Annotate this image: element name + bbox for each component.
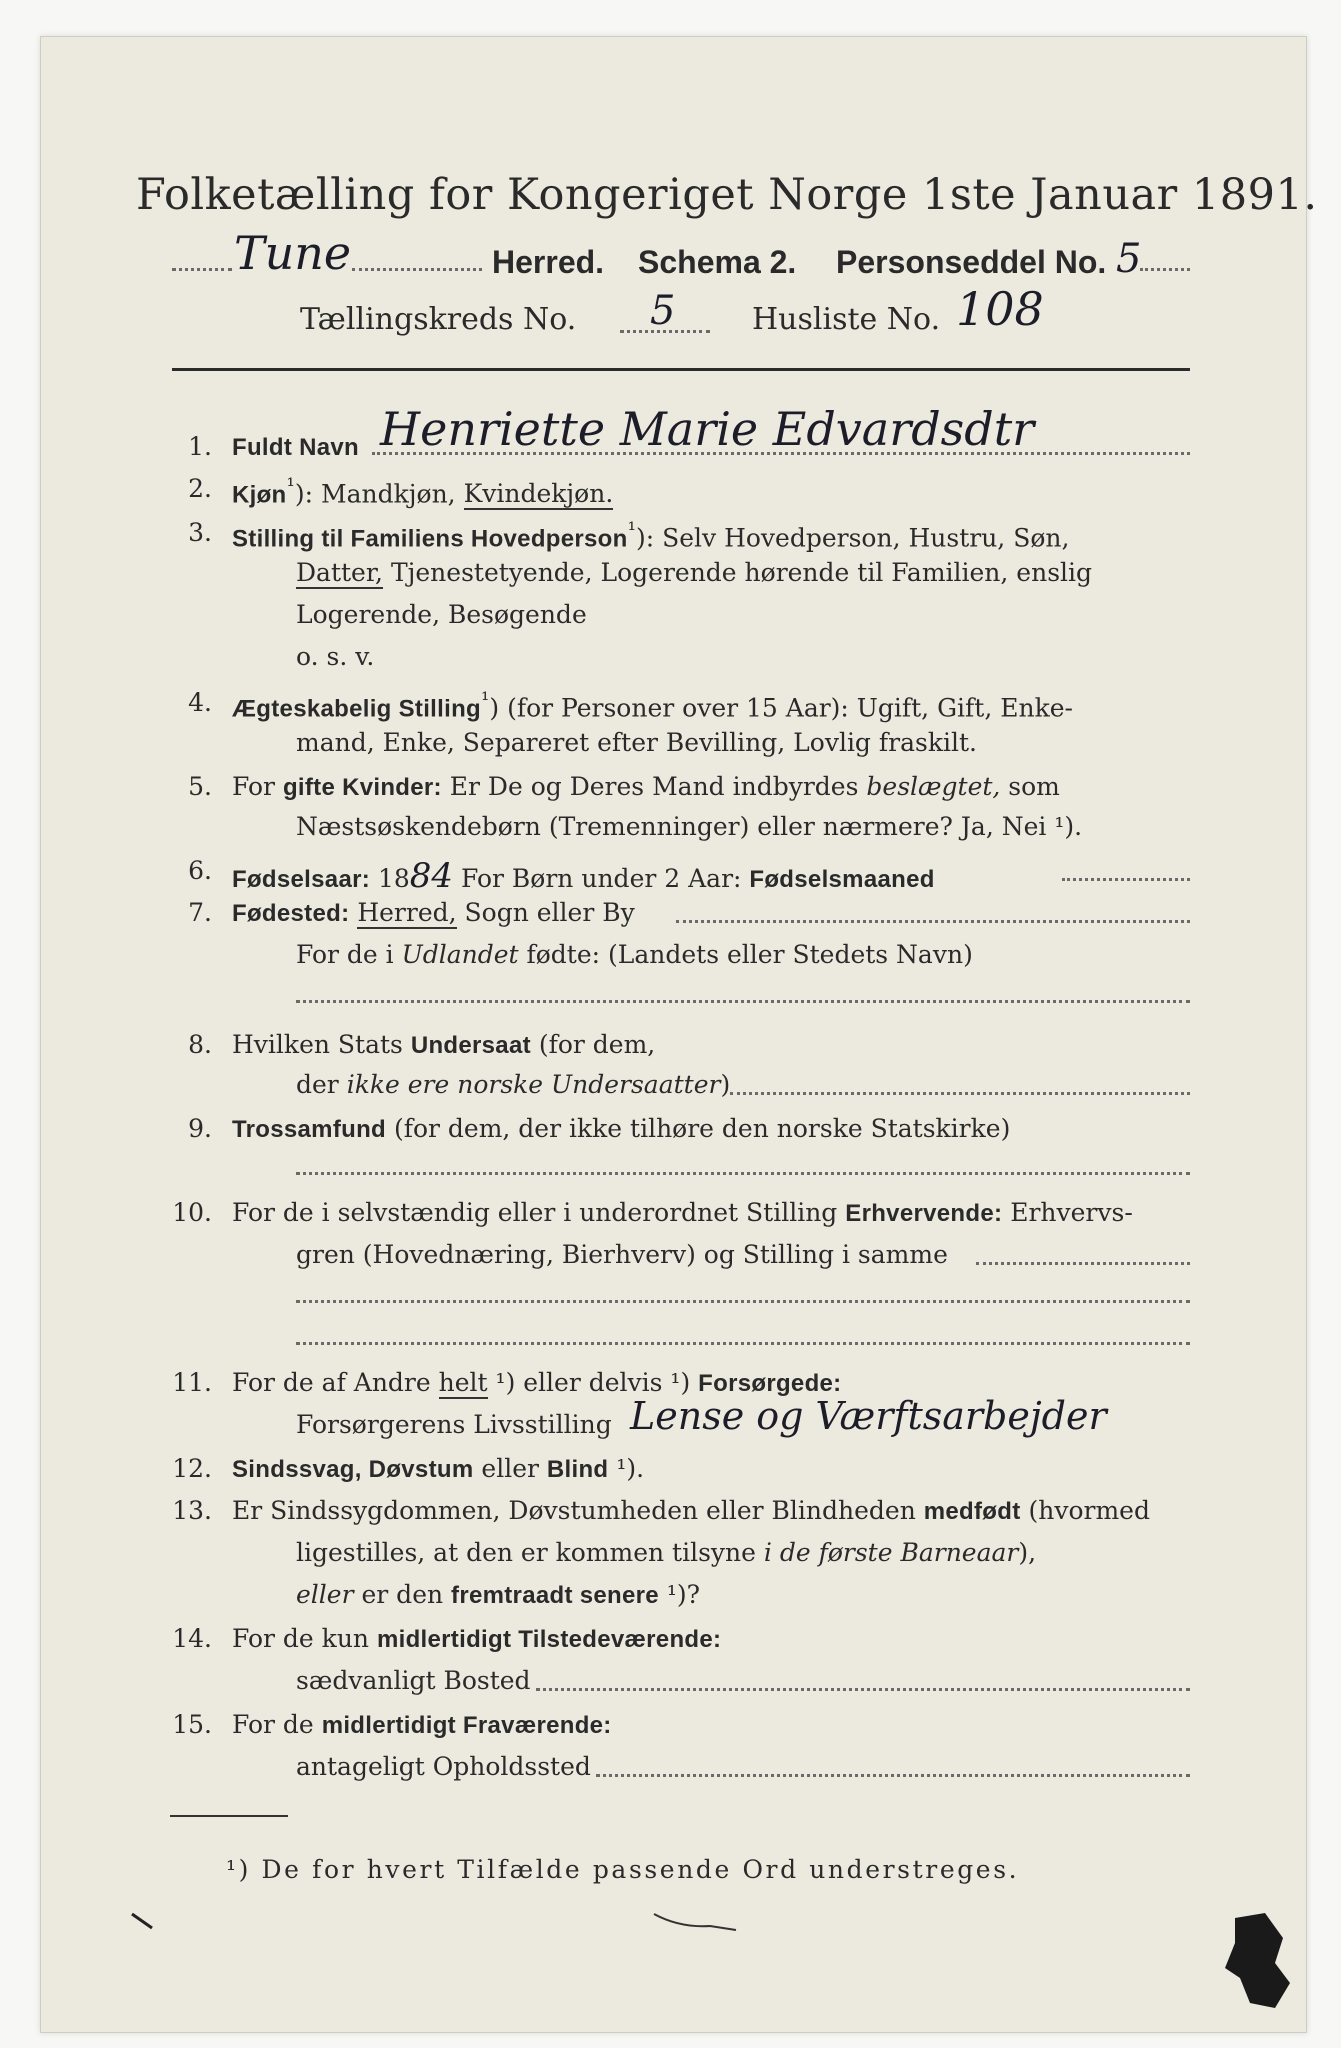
item-15-line: For de midlertidigt Fraværende: [232,1710,612,1739]
item-11-line2: Forsørgerens Livsstilling [296,1410,612,1439]
item-number: 5. [188,772,212,801]
dotted-line [676,920,1190,923]
item-6-line: Fødselsaar: 1884 For Børn under 2 Aar: Fødselsmaaned [232,856,935,896]
helt-underlined: helt [438,1368,488,1397]
personseddel-label: Personseddel No. [836,244,1107,280]
torn-corner-icon [1195,1908,1305,2018]
census-form-sheet [40,36,1318,2033]
item-number: 13. [172,1496,212,1525]
item-number: 7. [188,898,212,927]
item-number: 9. [188,1114,212,1143]
husliste-label: Husliste No. [752,302,941,337]
item-4-line: Ægteskabelig Stilling$^{^1}$) (for Personer over 15 Aar): Ugift, Gift, Enke- [232,688,1073,723]
dotted-line [1140,268,1190,271]
item-8-line2: der ikke ere norske Undersaatter) [296,1070,731,1099]
birth-year-value: 84 [409,856,454,896]
item-14-line: For de kun midlertidigt Tilstedeværende: [232,1624,722,1653]
dotted-line [296,1172,1190,1175]
full-name-value: Henriette Marie Edvardsdtr [380,402,1035,456]
item-11-line: For de af Andre helt ¹) eller delvis ¹) Forsørgede: [232,1368,842,1397]
item-number: 3. [188,518,212,547]
footnote: ¹) De for hvert Tilfælde passende Ord understreges. [226,1855,1020,1884]
dotted-line [1062,878,1190,881]
item-3-line3: Logerende, Besøgende [296,600,587,629]
item-3-line2: Datter, Tjenestetyende, Logerende hørende til Familien, enslig [296,558,1093,587]
dotted-line [352,268,482,271]
item-number: 15. [172,1710,212,1739]
item-7-line: Fødested: Herred, Sogn eller By [232,898,635,927]
item-12-line: Sindssvag, Døvstum eller Blind ¹). [232,1454,645,1483]
item-number: 14. [172,1624,212,1653]
stray-mark-icon [650,1908,740,1938]
item-15-line2: antageligt Opholdssted [296,1752,591,1781]
kvindekjon-underlined: Kvindekjøn. [463,479,614,509]
item-5-line2: Næstsøskendebørn (Tremenninger) eller nærmere? Ja, Nei ¹). [296,812,1083,841]
item-4-line2: mand, Enke, Separeret efter Bevilling, Lovlig fraskilt. [296,728,977,757]
dotted-line [596,1774,1190,1777]
item-13-line: Er Sindssygdommen, Døvstumheden eller Blindheden medfødt (hvormed [232,1496,1150,1525]
herred-label: Herred. [492,244,605,280]
dotted-line [372,452,1190,455]
forsorger-value: Lense og Værftsarbejder [630,1394,1107,1438]
item-5-line: For gifte Kvinder: Er De og Deres Mand indbyrdes beslægtet, som [232,772,1060,801]
dotted-line [172,268,232,271]
dotted-line [976,1262,1190,1265]
item-number: 11. [172,1368,212,1397]
item-8-line: Hvilken Stats Undersaat (for dem, [232,1030,656,1059]
item-10-line2: gren (Hovednæring, Bierhverv) og Stilling i samme [296,1240,948,1269]
item-2-line: Kjøn$^{^1}$): Mandkjøn, Kvindekjøn. [232,474,614,509]
item-3-line: Stilling til Familiens Hovedperson$^{^1}$): Selv Hovedperson, Hustru, Søn, [232,518,1070,553]
item-14-line2: sædvanligt Bosted [296,1666,531,1695]
herred-value: Tune [234,226,352,280]
item-7-line2: For de i Udlandet fødte: (Landets eller Stedets Navn) [296,940,973,969]
item-number: 12. [172,1454,212,1483]
item-number: 8. [188,1030,212,1059]
item-13-line2: ligestilles, at den er kommen tilsyne i de første Barneaar), [296,1538,1037,1567]
item-10-line: For de i selvstændig eller i underordnet Stilling Erhvervende: Erhvervs- [232,1198,1133,1227]
kreds-label: Tællingskreds No. [300,302,577,337]
footnote-rule [170,1815,288,1817]
dotted-line [620,330,710,333]
dotted-line [296,1300,1190,1303]
header-rule [172,368,1190,371]
item-9-line: Trossamfund (for dem, der ikke tilhøre den norske Statskirke) [232,1114,1011,1143]
item-13-line3: eller er den fremtraadt senere ¹)? [296,1580,701,1609]
item-1-label: Fuldt Navn [232,434,359,461]
husliste-value: 108 [956,282,1044,336]
item-number: 10. [172,1198,212,1227]
item-3-line4: o. s. v. [296,642,375,671]
dotted-line [296,1342,1190,1345]
form-title: Folketælling for Kongeriget Norge 1ste Januar 1891. [136,170,1318,220]
item-number: 4. [188,688,212,717]
item-number: 1. [188,432,212,461]
dotted-line [536,1688,1190,1691]
schema-label: Schema 2. [638,244,797,280]
herred-underlined: Herred, [357,898,457,927]
item-number: 2. [188,474,212,503]
dotted-line [730,1092,1190,1095]
datter-underlined: Datter, [296,558,383,587]
personseddel-value: 5 [1116,236,1142,282]
stray-mark-icon [130,1910,170,1940]
dotted-line [296,1000,1190,1003]
kreds-value: 5 [650,288,676,334]
item-number: 6. [188,856,212,885]
